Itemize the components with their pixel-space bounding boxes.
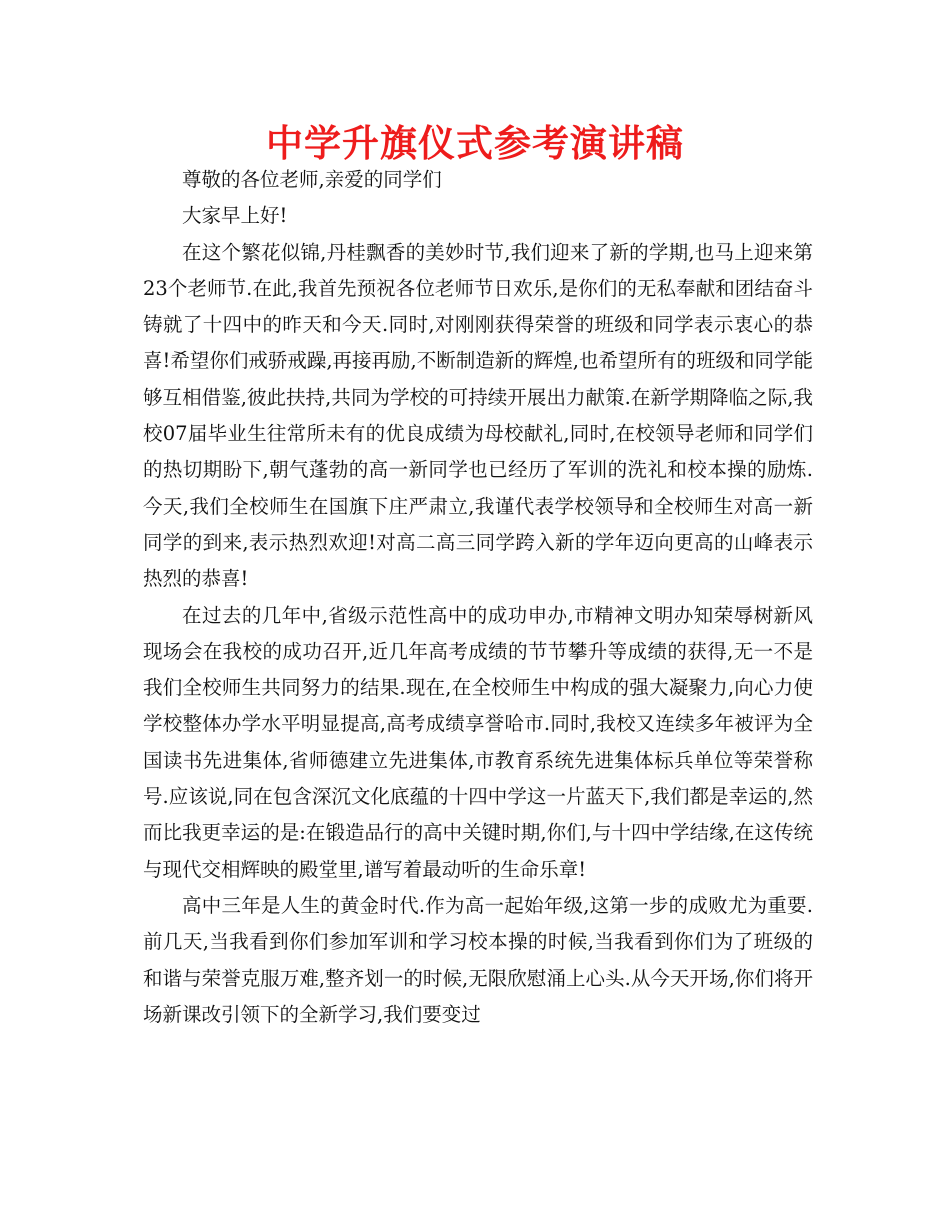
document-body [143, 162, 813, 1033]
paragraph: 在这个繁花似锦,丹桂飘香的美妙时节,我们迎来了新的学期,也马上迎来第23个老师节.在此,我首先预祝各位老师节日欢乐,是你们的无私奉献和团结奋斗铸就了十四中的昨天和今天.同时,对刚刚获得荣誉的班级和同学表示衷心的恭喜!希望你们戒骄戒躁,再接再励,不断制造新的辉煌,也希望所有的班级和同学能够互相借鉴,彼此扶持,共同为学校的可持续开展出力献策.在新学期降临之际,我校07届毕业生往常所未有的优良成绩为母校献礼,同时,在校领导老师和同学们的热切期盼下,朝气蓬勃的高一新同学也已经历了军训的洗礼和校本操的励炼.今天,我们全校师生在国旗下庄严肃立,我谨代表学校领导和全校师生对高一新同学的到来,表示热烈欢迎!对高二高三同学跨入新的学年迈向更高的山峰表示热烈的恭喜! [143, 240, 813, 591]
document-title: 中学升旗仪式参考演讲稿 [266, 122, 684, 165]
paragraph: 高中三年是人生的黄金时代.作为高一起始年级,这第一步的成败尤为重要.前几天,当我看到你们参加军训和学习校本操的时候,当我看到你们为了班级的和谐与荣誉克服万难,整齐划一的时候,无限欣慰涌上心头.从今天开场,你们将开场新课改引领下的全新学习,我们要变过 [143, 893, 813, 1026]
salutation: 尊敬的各位老师,亲爱的同学们 [182, 168, 442, 191]
paragraph: 在过去的几年中,省级示范性高中的成功申办,市精神文明办知荣辱树新风现场会在我校的成功召开,近几年高考成绩的节节攀升等成绩的获得,无一不是我们全校师生共同努力的结果.现在,在全校师生中构成的强大凝聚力,向心力使学校整体办学水平明显提高,高考成绩享誉哈市.同时,我校又连续多年被评为全国读书先进集体,省师德建立先进集体,市教育系统先进集体标兵单位等荣誉称号.应该说,同在包含深沉文化底蕴的十四中学这一片蓝天下,我们都是幸运的,然而比我更幸运的是:在锻造品行的高中关键时期,你们,与十四中学结缘,在这传统与现代交相辉映的殿堂里,谱写着最动听的生命乐章! [143, 603, 813, 881]
greeting: 大家早上好! [182, 204, 288, 228]
